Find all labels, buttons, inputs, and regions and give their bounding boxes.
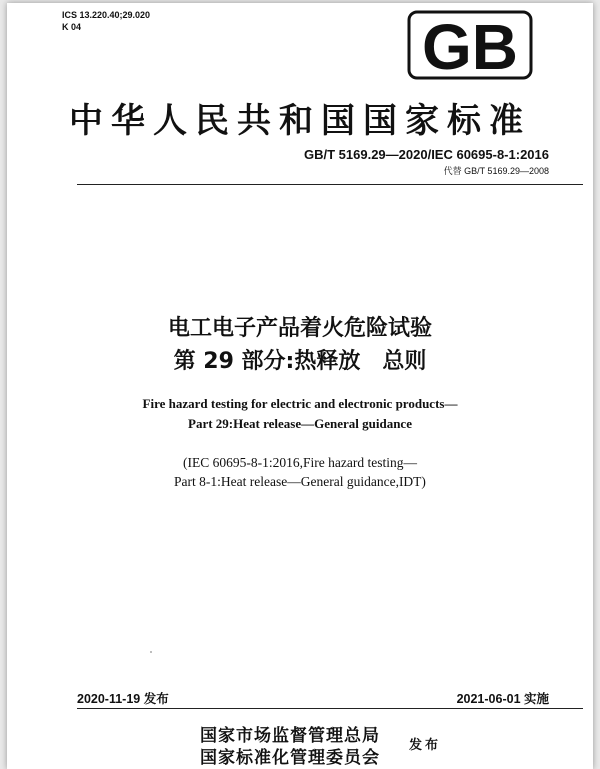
publish-label: 发布 [409, 738, 442, 753]
issuer-line1: 国家市场监督管理总局 [200, 726, 380, 746]
implementation-date: 2021-06-01 实施 [456, 692, 549, 706]
title-en-line2: Part 29:Heat release—General guidance [188, 416, 412, 431]
ics-code: ICS 13.220.40;29.020 [62, 10, 151, 20]
title-cn-line1: 电工电子产品着火危险试验 [167, 316, 432, 341]
title-en-line1: Fire hazard testing for electric and electronic products— [142, 396, 458, 411]
document-page [7, 3, 593, 769]
classification-block [62, 9, 150, 33]
top-divider [77, 184, 583, 185]
replaces-note: 代替 GB/T 5169.29—2008 [443, 166, 549, 176]
title-iec-line2: Part 8-1:Heat release—General guidance,IDT) [174, 474, 426, 489]
issuer-line2: 国家标准化管理委员会 [200, 748, 380, 768]
gb-logo-text: GB [422, 11, 518, 81]
speck [150, 651, 152, 653]
gb-logo [405, 9, 535, 81]
ccs-code: K 04 [62, 22, 82, 32]
title-iec-line1: (IEC 60695-8-1:2016,Fire hazard testing— [183, 455, 417, 470]
issue-date: 2020-11-19 发布 [77, 692, 169, 706]
title-cn-line2: 第 29 部分:热释放 总则 [173, 349, 427, 374]
bottom-divider [77, 708, 583, 709]
standard-code: GB/T 5169.29—2020/IEC 60695-8-1:2016 [304, 147, 549, 162]
standard-name: 中华人民共和国国家标准 [69, 101, 531, 141]
